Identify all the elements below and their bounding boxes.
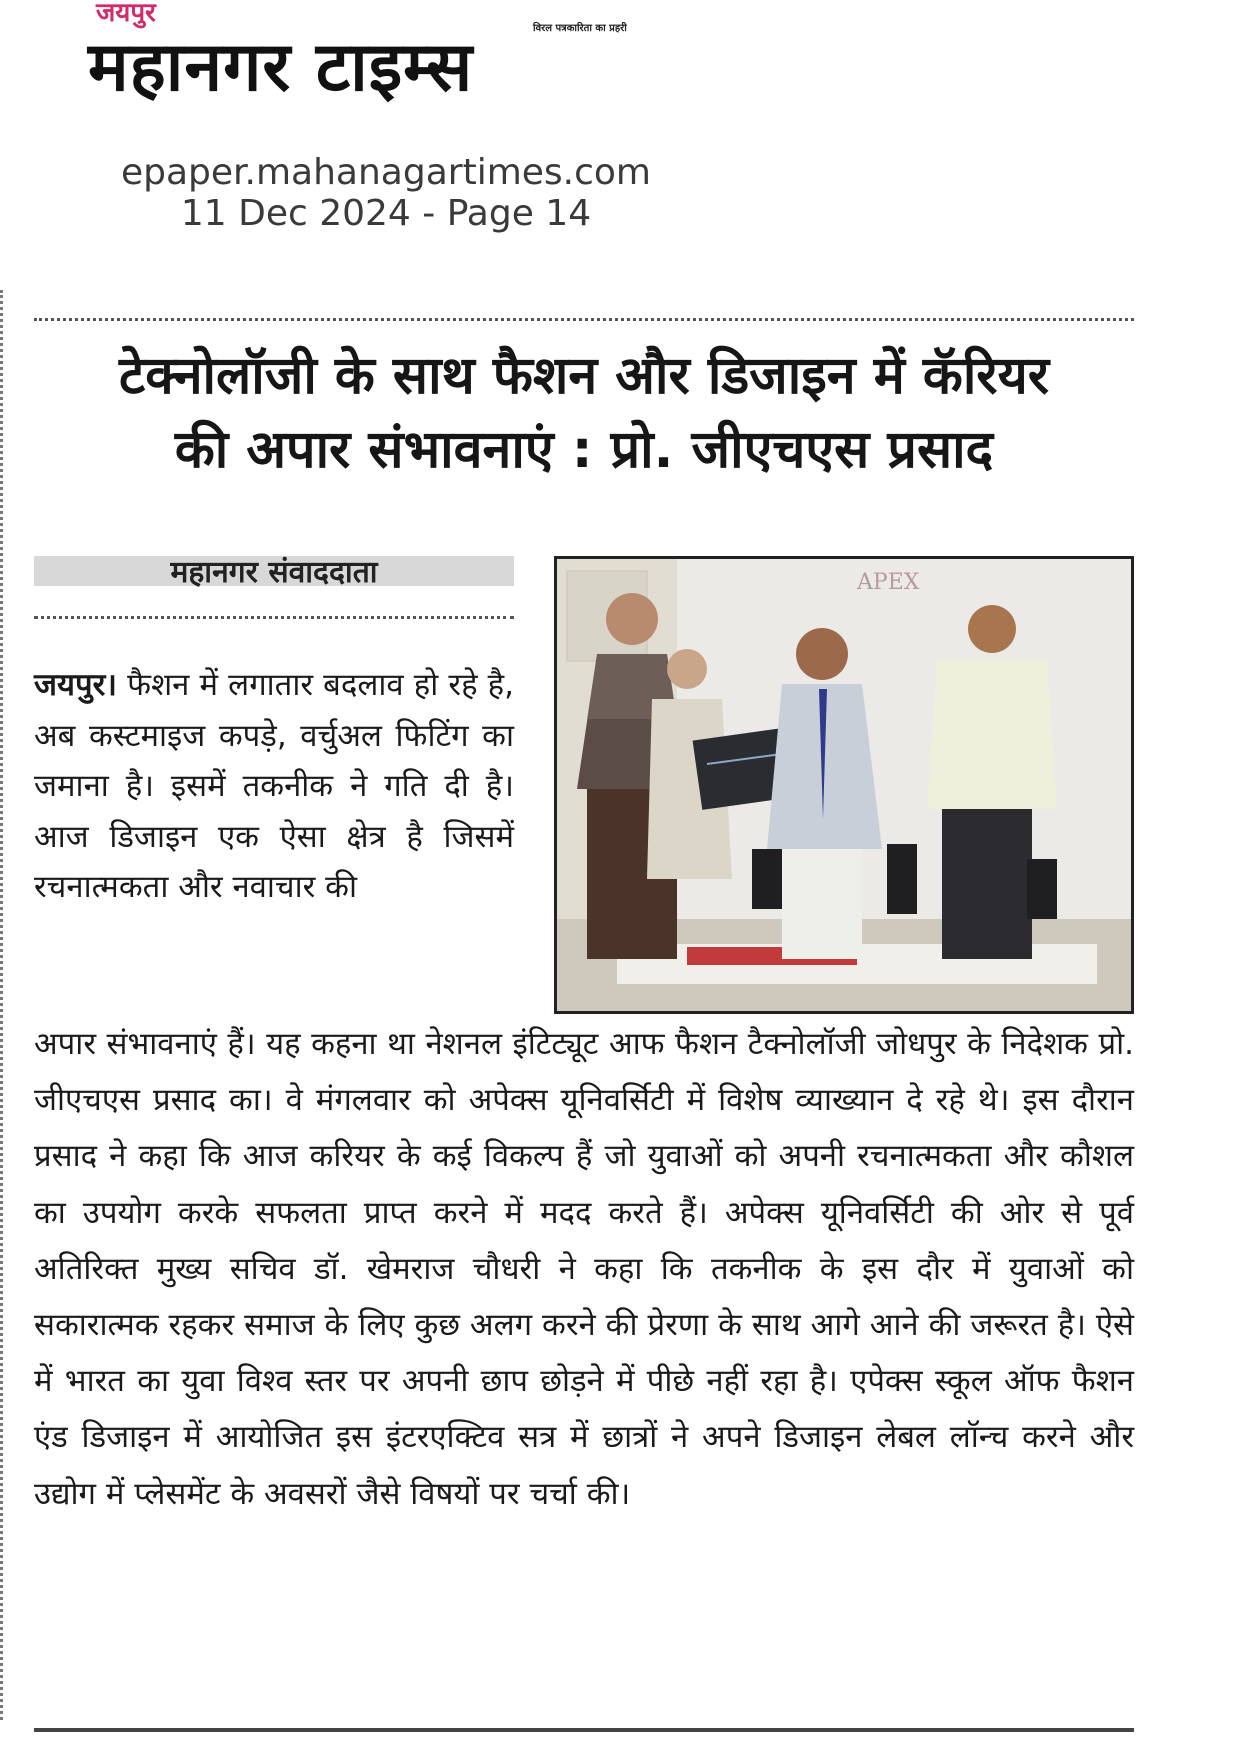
bottom-rule	[34, 1728, 1134, 1732]
city-label: जयपुर	[96, 0, 156, 28]
epaper-info	[96, 152, 676, 235]
event-photo	[554, 556, 1134, 1014]
masthead-tagline: विरल पत्रकारिता का प्रहरी	[533, 23, 627, 34]
date-page: 11 Dec 2024 - Page 14	[180, 193, 592, 235]
article-column-text	[34, 660, 514, 913]
photo-illustration	[557, 559, 1131, 1011]
byline: महानगर संवाददाता	[170, 555, 378, 590]
byline-dotted-rule	[34, 616, 514, 619]
top-dotted-rule	[34, 318, 1134, 321]
body-paragraph: अपार संभावनाएं हैं। यह कहना था नेशनल इंटिट्यूट आफ फैशन टैक्नोलॉजी जोधपुर के निदेशक प्रो. जीएचएस प्रसाद का। वे मंगलवार को अपेक्स यूनिवर्सिटी में विशेष व्याख्यान दे रहे थे। इस दौरान प्रसाद ने कहा कि आज करियर के कई विकल्प हैं जो युवाओं को अपनी रचनात्मकता और कौशल का उपयोग करके सफलता प्राप्त करने में मदद करते हैं। अपेक्स यूनिवर्सिटी की ओर से पूर्व अतिरिक्त मुख्य सचिव डॉ. खेमराज चौधरी ने कहा कि तकनीक के इस दौर में युवाओं को सकारात्मक रहकर समाज के लिए कुछ अलग करने की प्रेरणा के साथ आगे आने की जरूरत है। ऐसे में भारत का युवा विश्व स्तर पर अपनी छाप छोड़ने में पीछे नहीं रहा है। एपेक्स स्कूल ऑफ फैशन एंड डिजाइन में आयोजित इस इंटरएक्टिव सत्र में छात्रों ने अपने डिजाइन लेबल लॉन्च करने और उद्योग में प्लेसमेंट के अवसरों जैसे विषयों पर चर्चा की।	[34, 1026, 1134, 1512]
headline-line-1: टेक्नोलॉजी के साथ फैशन और डिजाइन में कॅरियर	[118, 346, 1050, 406]
photo-banner-text: APEX	[857, 570, 920, 595]
dateline: जयपुर।	[34, 667, 118, 703]
newspaper-title: महानगर टाइम्स	[88, 28, 474, 107]
article-body-text	[34, 1016, 1134, 1522]
headline-line-2: की अपार संभावनाएं : प्रो. जीएचएस प्रसाद	[174, 419, 994, 480]
column-paragraph: फैशन में लगातार बदलाव हो रहे है, अब कस्टमाइज कपड़े, वर्चुअल फिटिंग का जमाना है। इसमें तकनीक ने गति दी है। आज डिजाइन एक ऐसा क्षेत्र है जिसमें रचनात्मकता और नवाचार की	[34, 667, 514, 905]
article-headline	[34, 340, 1134, 488]
cut-text-fragments	[150, 262, 850, 276]
left-dotted-border	[0, 290, 9, 1720]
epaper-url: epaper.mahanagartimes.com	[120, 152, 651, 193]
